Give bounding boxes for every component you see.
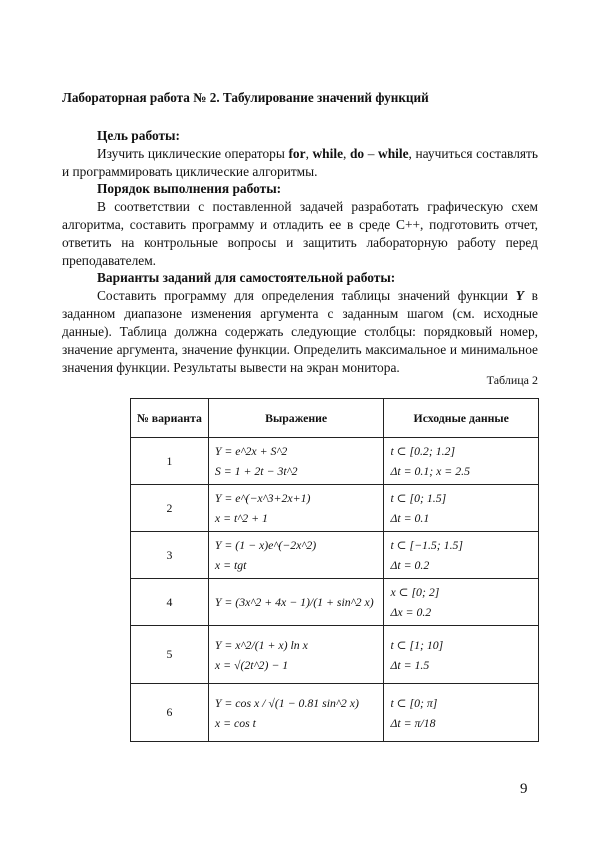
page-title: Лабораторная работа № 2. Табулирование значений функций <box>62 90 429 105</box>
table-row <box>131 626 539 684</box>
data-cell: t ⊂ [−1.5; 1.5] Δt = 0.2 <box>384 532 539 579</box>
table-row <box>131 684 539 742</box>
expression-cell: Y = (1 − x)e^(−2x^2) x = tgt <box>208 532 384 579</box>
header-expression: Выражение <box>208 399 384 438</box>
variant-number: 5 <box>131 626 209 684</box>
table-header-row <box>131 399 539 438</box>
expression-cell: Y = e^(−x^3+2x+1) x = t^2 + 1 <box>208 485 384 532</box>
procedure-heading: Порядок выполнения работы: <box>97 181 282 196</box>
expression-cell: Y = (3x^2 + 4x − 1)/(1 + sin^2 x) <box>208 579 384 626</box>
procedure-text: В соответствии с поставленной задачей разработать графическую схем алгоритма, составить программу и отладить ее в среде С++, подготовить отчет, ответить на контрольные вопросы и защитить лабораторную работу перед преподавателем. <box>62 199 538 268</box>
header-variant: № варианта <box>131 399 209 438</box>
table-row <box>131 438 539 485</box>
data-cell: x ⊂ [0; 2] Δx = 0.2 <box>384 579 539 626</box>
data-cell: t ⊂ [0; π] Δt = π/18 <box>384 684 539 742</box>
expression-cell: Y = e^2x + S^2 S = 1 + 2t − 3t^2 <box>208 438 384 485</box>
header-initial-data: Исходные данные <box>384 399 539 438</box>
table-row <box>131 579 539 626</box>
data-cell: t ⊂ [0.2; 1.2] Δt = 0.1; x = 2.5 <box>384 438 539 485</box>
data-cell: t ⊂ [1; 10] Δt = 1.5 <box>384 626 539 684</box>
table-caption: Таблица 2 <box>486 373 538 387</box>
goal-heading: Цель работы: <box>97 128 180 143</box>
variant-number: 2 <box>131 485 209 532</box>
variant-number: 4 <box>131 579 209 626</box>
tasks-text: Составить программу для определения таблицы значений функции Y в заданном диапазоне изменения аргумента с заданным шагом (см. исходные данные). Таблица должна содержать следующие столбцы: порядковый номер, значение аргумента, значение функции. Определить максимальное и минимальное значения функции. Результаты вывести на экран монитора. <box>62 288 539 375</box>
expression-cell: Y = cos x / √(1 − 0.81 sin^2 x) x = cos t <box>208 684 384 742</box>
variant-number: 1 <box>131 438 209 485</box>
data-cell: t ⊂ [0; 1.5] Δt = 0.1 <box>384 485 539 532</box>
expression-cell: Y = x^2/(1 + x) ln x x = √(2t^2) − 1 <box>208 626 384 684</box>
variant-number: 3 <box>131 532 209 579</box>
goal-text: Изучить циклические операторы for, while, do – while, научиться составлять и программировать циклические алгоритмы. <box>62 146 538 179</box>
table-row <box>131 532 539 579</box>
variants-table <box>130 398 539 742</box>
variant-number: 6 <box>131 684 209 742</box>
page-number: 9 <box>520 781 528 797</box>
table-row <box>131 485 539 532</box>
tasks-heading: Варианты заданий для самостоятельной работы: <box>97 270 396 285</box>
